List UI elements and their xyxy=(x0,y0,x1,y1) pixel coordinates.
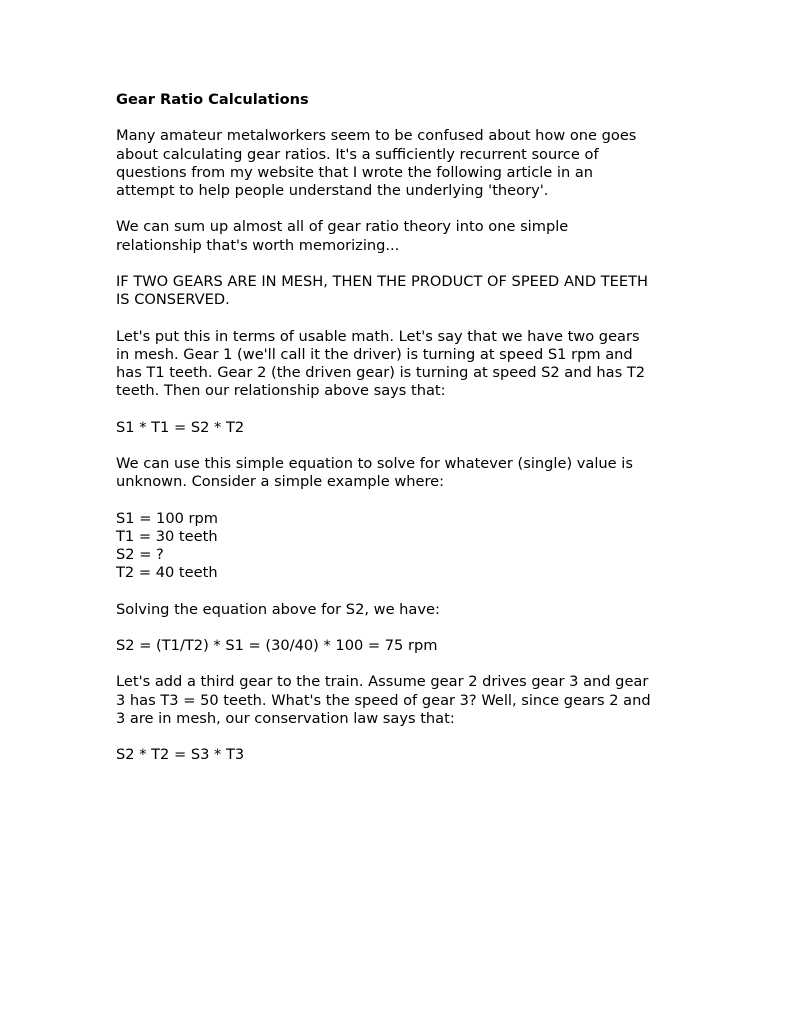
paragraph-math-setup xyxy=(116,328,686,401)
value-line: S2 = ? xyxy=(116,545,164,563)
text-line: 3 are in mesh, our conservation law says that: xyxy=(116,709,455,727)
text-line: unknown. Consider a simple example where: xyxy=(116,473,445,491)
text-line: IF TWO GEARS ARE IN MESH, THEN THE PRODUCT OF SPEED AND TEETH xyxy=(116,272,648,290)
text-line: Solving the equation above for S2, we have: xyxy=(116,600,440,618)
text-line: has T1 teeth. Gear 2 (the driven gear) is turning at speed S2 and has T2 xyxy=(116,363,646,381)
text-line: relationship that's worth memorizing... xyxy=(116,236,400,254)
text-line: about calculating gear ratios. It's a sufficiently recurrent source of xyxy=(116,145,599,163)
text-line: 3 has T3 = 50 teeth. What's the speed of gear 3? Well, since gears 2 and xyxy=(116,691,651,709)
equation-second-conservation xyxy=(116,746,686,764)
equation-solution xyxy=(116,637,686,655)
paragraph-rule xyxy=(116,273,686,309)
text-line: attempt to help people understand the underlying 'theory'. xyxy=(116,182,549,199)
text-line: questions from my website that I wrote the following article in an xyxy=(116,163,594,181)
text-line: Many amateur metalworkers seem to be confused about how one goes xyxy=(116,127,637,145)
text-line: IS CONSERVED. xyxy=(116,291,230,309)
value-line: S1 = 100 rpm xyxy=(116,509,219,527)
text-line: Let's add a third gear to the train. Assume gear 2 drives gear 3 and gear xyxy=(116,673,649,691)
text-line: We can sum up almost all of gear ratio theory into one simple xyxy=(116,218,569,236)
example-values xyxy=(116,510,686,583)
equation-line: S2 = (T1/T2) * S1 = (30/40) * 100 = 75 rpm xyxy=(116,636,438,654)
text-line: We can use this simple equation to solve for whatever (single) value is xyxy=(116,454,633,472)
value-line: T1 = 30 teeth xyxy=(116,527,218,545)
paragraph-intro xyxy=(116,127,686,200)
equation-line: S2 * T2 = S3 * T3 xyxy=(116,746,245,764)
equation-conservation xyxy=(116,419,686,437)
value-line: T2 = 40 teeth xyxy=(116,564,218,582)
text-line: teeth. Then our relationship above says that: xyxy=(116,382,446,400)
paragraph-summary xyxy=(116,218,686,254)
document-page xyxy=(116,91,686,783)
equation-line: S1 * T1 = S2 * T2 xyxy=(116,418,245,436)
paragraph-solving xyxy=(116,601,686,619)
paragraph-example-intro xyxy=(116,455,686,491)
text-line: Let's put this in terms of usable math. Let's say that we have two gears xyxy=(116,327,640,345)
text-line: in mesh. Gear 1 (we'll call it the driver) is turning at speed S1 rpm and xyxy=(116,345,633,363)
paragraph-third-gear xyxy=(116,673,686,728)
document-title: Gear Ratio Calculations xyxy=(116,91,309,108)
